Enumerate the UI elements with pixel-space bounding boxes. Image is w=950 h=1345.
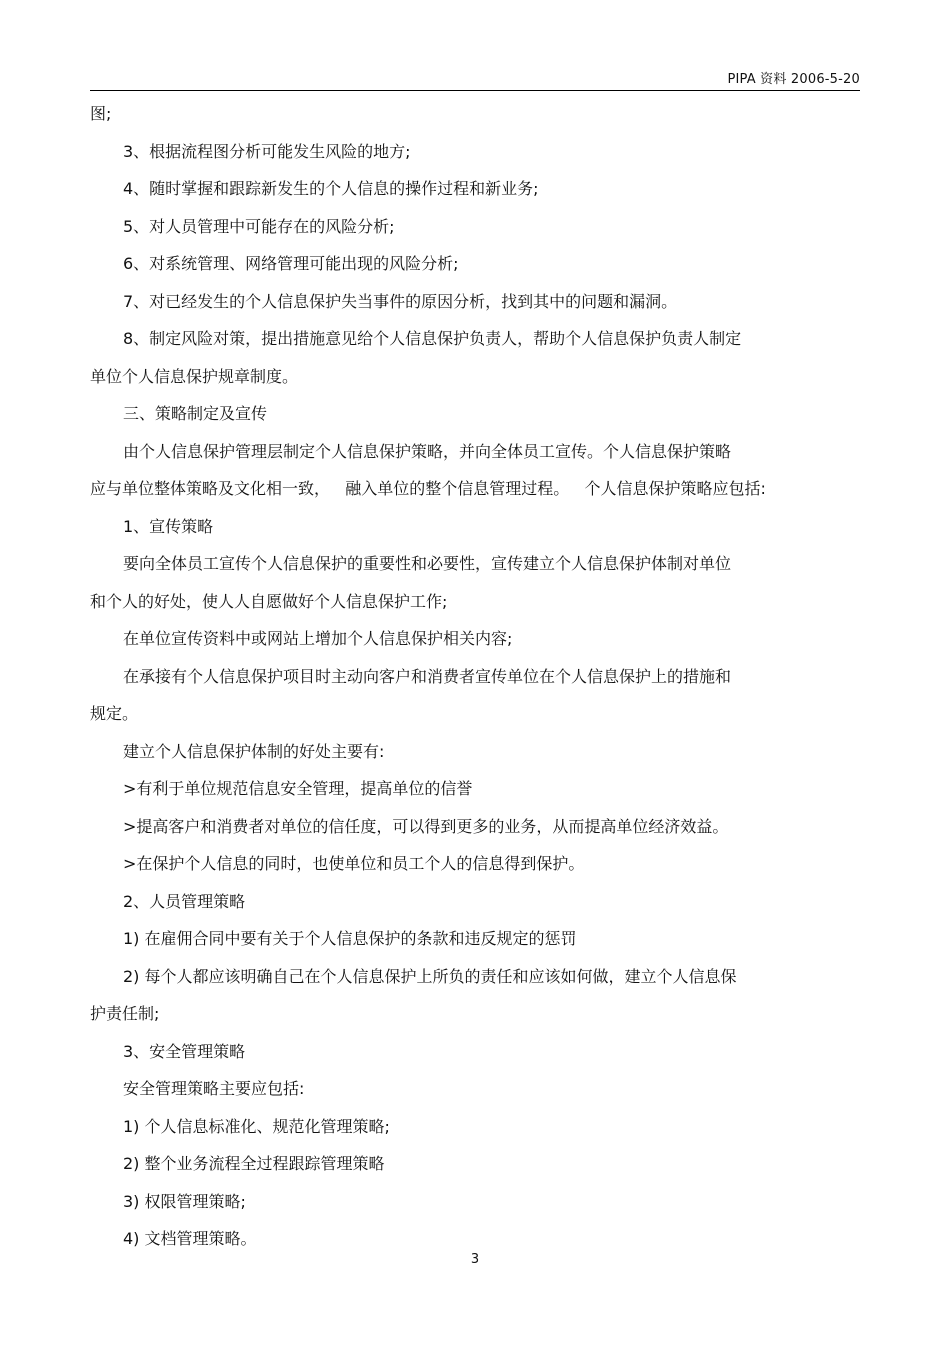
text-line: 4、随时掌握和跟踪新发生的个人信息的操作过程和新业务; [123,179,539,198]
text-line: 三、策略制定及宣传 [123,404,268,423]
page-header [90,66,860,91]
text-line: 3) 权限管理策略; [123,1191,246,1211]
text-line: 要向全体员工宣传个人信息保护的重要性和必要性，宣传建立个人信息保护体制对单位 [123,554,732,573]
text-line: 8、制定风险对策，提出措施意见给个人信息保护负责人，帮助个人信息保护负责人制定 [123,329,742,348]
text-line: 2) 每个人都应该明确自己在个人信息保护上所负的责任和应该如何做，建立个人信息保 [123,966,737,986]
text-line: 建立个人信息保护体制的好处主要有: [123,741,385,761]
text-line: 5、对人员管理中可能存在的风险分析; [123,216,395,236]
text-line: 1) 个人信息标准化、规范化管理策略; [123,1116,390,1136]
text-line: 护责任制; [90,1004,160,1023]
text-line: 安全管理策略主要应包括: [123,1079,305,1098]
text-line: 由个人信息保护管理层制定个人信息保护策略，并向全体员工宣传。个人信息保护策略 [123,441,732,461]
text-line: >有利于单位规范信息安全管理，提高单位的信誉 [123,779,473,798]
page-number: 3 [470,1252,480,1267]
text-line: 在单位宣传资料中或网站上增加个人信息保护相关内容; [123,629,513,648]
header-text: PIPA 资料 2006-5-20 [727,72,860,87]
text-line: 图; [90,104,112,123]
text-line: 4) 文档管理策略。 [123,1229,257,1248]
text-line: 规定。 [90,704,139,723]
text-line: 单位个人信息保护规章制度。 [90,366,299,386]
text-line: 2) 整个业务流程全过程跟踪管理策略 [123,1154,385,1173]
text-line: 在承接有个人信息保护项目时主动向客户和消费者宣传单位在个人信息保护上的措施和 [123,666,732,686]
text-line: 2、人员管理策略 [123,891,246,911]
text-line: 1、宣传策略 [123,516,214,536]
text-line: 7、对已经发生的个人信息保护失当事件的原因分析，找到其中的问题和漏洞。 [123,291,678,311]
text-line: 6、对系统管理、网络管理可能出现的风险分析; [123,254,459,273]
text-line: 1) 在雇佣合同中要有关于个人信息保护的条款和违反规定的惩罚 [123,929,577,948]
text-line: >在保护个人信息的同时，也使单位和员工个人的信息得到保护。 [123,854,585,873]
text-line: 应与单位整体策略及文化相一致， 融入单位的整个信息管理过程。 个人信息保护策略应包括: [90,479,766,498]
text-line: 3、根据流程图分析可能发生风险的地方; [123,141,411,161]
text-line: >提高客户和消费者对单位的信任度，可以得到更多的业务，从而提高单位经济效益。 [123,816,729,836]
text-line: 和个人的好处，使人人自愿做好个人信息保护工作; [90,591,448,611]
document-body [90,95,850,1258]
text-line: 3、安全管理策略 [123,1041,246,1061]
